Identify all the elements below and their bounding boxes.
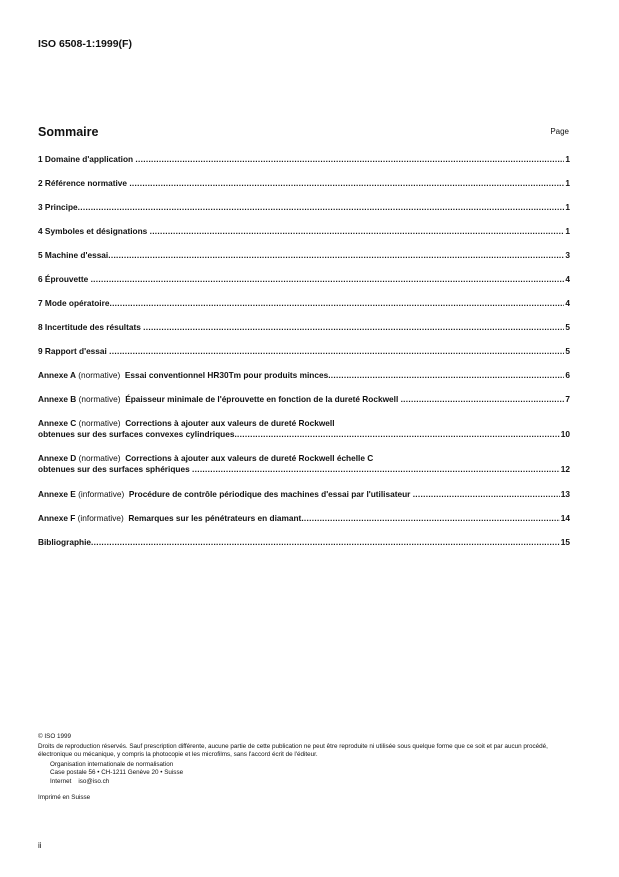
annex-label: Annexe A bbox=[38, 370, 76, 380]
toc-entry-page: 12 bbox=[560, 464, 570, 474]
toc-entry-title: 3 Principe bbox=[38, 202, 78, 212]
annex-kind: (informative) bbox=[77, 513, 124, 523]
toc-title: Sommaire bbox=[38, 125, 99, 139]
toc-entry-page: 6 bbox=[565, 370, 570, 380]
annex-kind: (informative) bbox=[78, 489, 125, 499]
toc-entry-page: 4 bbox=[565, 298, 570, 308]
toc-entry-title: Corrections à ajouter aux valeurs de dureté Rockwell échelle C bbox=[125, 453, 374, 463]
annex-kind: (normative) bbox=[78, 418, 121, 428]
toc-entry-page: 3 bbox=[565, 250, 570, 260]
toc-entry-annex-f[interactable] bbox=[38, 513, 570, 524]
toc-entry-7[interactable] bbox=[38, 298, 570, 309]
toc-entry-title: 2 Référence normative bbox=[38, 178, 128, 188]
toc-entry-page: 1 bbox=[565, 202, 570, 212]
toc-entry-page: 4 bbox=[565, 274, 570, 284]
toc-entry-9[interactable] bbox=[38, 346, 570, 357]
toc-entry-annex-a[interactable] bbox=[38, 370, 570, 381]
internet-label: Internet bbox=[50, 777, 72, 785]
toc-entry-title: 7 Mode opératoire bbox=[38, 298, 110, 308]
toc-entry-title: Remarques sur les pénétrateurs en diamant bbox=[128, 513, 302, 523]
toc-entry-page: 5 bbox=[565, 322, 570, 332]
annex-label: Annexe E bbox=[38, 489, 76, 499]
rights-statement: Droits de reproduction réservés. Sauf prescription différente, aucune partie de cette publication ne peut être reproduite ni utilisée sous quelque forme que ce soit et par aucun procédé, électronique ou mécanique, y compris la photocopie et les microfilms, sans l'accord écrit de l'éditeur. bbox=[38, 743, 548, 759]
toc-entry-annex-c[interactable] bbox=[38, 418, 570, 440]
page-number: ii bbox=[38, 841, 42, 850]
toc-entry-5[interactable] bbox=[38, 250, 570, 261]
toc-entry-title: Corrections à ajouter aux valeurs de dureté Rockwell bbox=[125, 418, 335, 428]
toc-entry-page: 1 bbox=[565, 226, 570, 236]
publisher-address bbox=[38, 761, 578, 786]
toc-entry-title: 6 Éprouvette bbox=[38, 274, 89, 284]
toc-entry-title: 9 Rapport d'essai bbox=[38, 346, 107, 356]
toc-entry-3[interactable] bbox=[38, 202, 570, 213]
toc-entry-title-cont: obtenues sur des surfaces sphériques bbox=[38, 464, 190, 474]
copyright-notice: © ISO 1999 bbox=[38, 733, 71, 740]
annex-kind: (normative) bbox=[78, 370, 121, 380]
annex-label: Annexe D bbox=[38, 453, 77, 463]
toc-entry-bibliographie[interactable] bbox=[38, 537, 570, 548]
toc-entry-title-cont: obtenues sur des surfaces convexes cylindriques bbox=[38, 429, 235, 439]
toc-entry-1[interactable] bbox=[38, 154, 570, 165]
document-id: ISO 6508-1:1999(F) bbox=[38, 38, 132, 50]
toc-entry-title: 8 Incertitude des résultats bbox=[38, 322, 141, 332]
toc-entry-6[interactable] bbox=[38, 274, 570, 285]
annex-label: Annexe F bbox=[38, 513, 76, 523]
postal-address: Case postale 56 • CH-1211 Genève 20 • Suisse bbox=[50, 769, 184, 777]
toc-entry-annex-d[interactable] bbox=[38, 453, 570, 475]
toc-entry-title: Essai conventionnel HR30Tm pour produits minces bbox=[124, 370, 329, 380]
annex-kind: (normative) bbox=[78, 453, 121, 463]
toc-entry-title: 5 Machine d'essai bbox=[38, 250, 109, 260]
toc-entry-page: 7 bbox=[565, 394, 570, 404]
toc-entry-title: Bibliographie bbox=[38, 537, 92, 547]
toc-entry-page: 1 bbox=[565, 154, 570, 164]
annex-kind: (normative) bbox=[78, 394, 121, 404]
internet-email[interactable]: iso@iso.ch bbox=[78, 777, 110, 785]
toc-entry-annex-b[interactable] bbox=[38, 394, 570, 405]
toc-entry-page: 15 bbox=[560, 537, 570, 547]
toc-header bbox=[38, 125, 570, 141]
toc-entry-page: 13 bbox=[560, 489, 570, 499]
toc-entry-2[interactable] bbox=[38, 178, 570, 189]
internet-line bbox=[38, 778, 578, 786]
toc-entry-title: 4 Symboles et désignations bbox=[38, 226, 148, 236]
toc-entry-page: 1 bbox=[565, 178, 570, 188]
toc-entry-page: 14 bbox=[560, 513, 570, 523]
annex-label: Annexe C bbox=[38, 418, 77, 428]
toc-page-label: Page bbox=[550, 127, 569, 136]
publisher-name: Organisation internationale de normalisation bbox=[50, 761, 174, 768]
toc-entry-4[interactable] bbox=[38, 226, 570, 237]
toc-entry-page: 10 bbox=[560, 429, 570, 439]
toc-entry-annex-e[interactable] bbox=[38, 489, 570, 500]
toc-entry-title: Procédure de contrôle périodique des machines d'essai par l'utilisateur bbox=[128, 489, 411, 499]
toc-entry-title: 1 Domaine d'application bbox=[38, 154, 134, 164]
toc-entry-page: 5 bbox=[565, 346, 570, 356]
toc-entry-8[interactable] bbox=[38, 322, 570, 333]
annex-label: Annexe B bbox=[38, 394, 77, 404]
printed-in: Imprimé en Suisse bbox=[38, 794, 91, 801]
toc-entry-title: Épaisseur minimale de l'éprouvette en fonction de la dureté Rockwell bbox=[125, 394, 399, 404]
